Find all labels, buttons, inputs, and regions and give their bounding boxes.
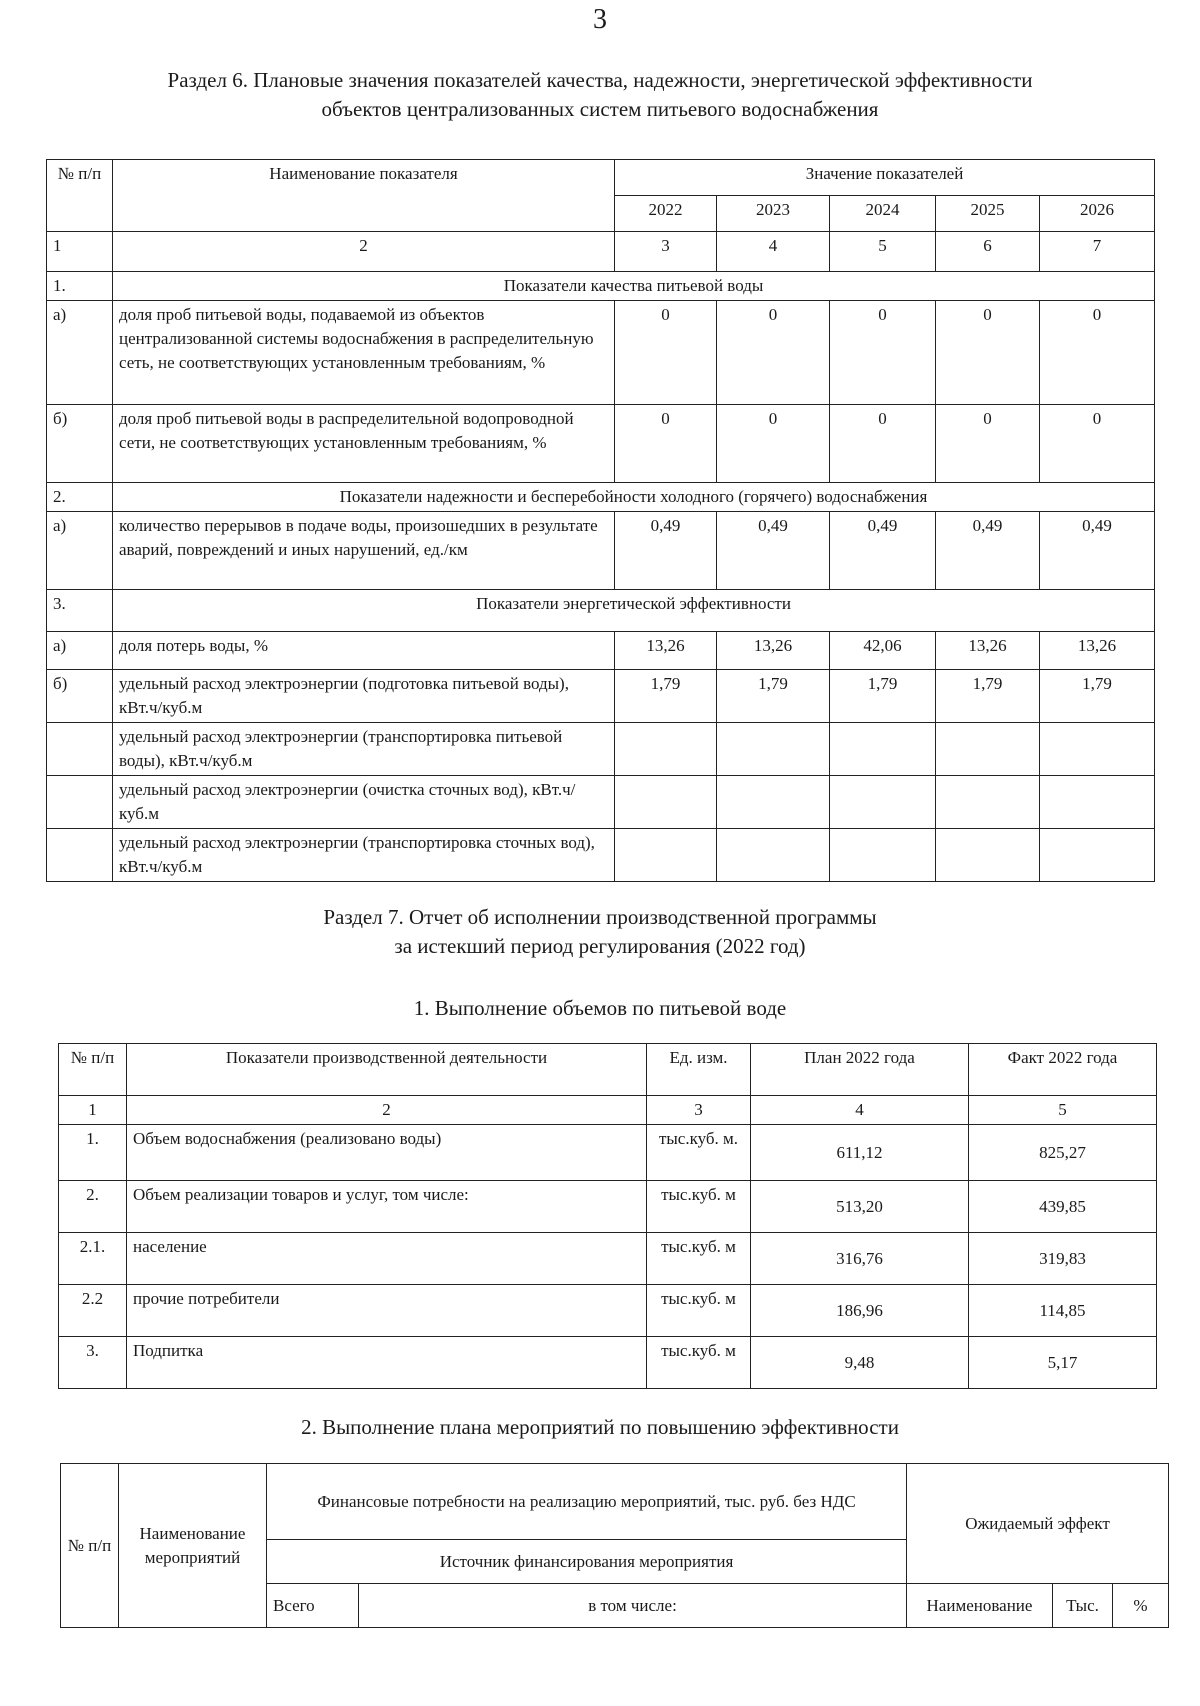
row-name: доля потерь воды, % — [113, 632, 615, 670]
row-fact: 319,83 — [969, 1233, 1157, 1285]
row-value: 0 — [615, 301, 717, 405]
row-value: 0 — [830, 405, 936, 483]
header-unit: Ед. изм. — [647, 1044, 751, 1096]
col-number: 2 — [113, 232, 615, 272]
row-plan: 513,20 — [751, 1181, 969, 1233]
row-name: население — [127, 1233, 647, 1285]
row-value — [830, 776, 936, 829]
header-values: Значение показателей — [615, 160, 1155, 196]
group-title: Показатели качества питьевой воды — [113, 272, 1155, 301]
row-value: 0 — [830, 301, 936, 405]
row-value — [717, 776, 830, 829]
row-value — [830, 723, 936, 776]
col-number: 1 — [59, 1096, 127, 1125]
row-value — [1040, 723, 1155, 776]
header-name: Показатели производственной деятельности — [127, 1044, 647, 1096]
header-effect-percent: % — [1113, 1584, 1169, 1628]
col-number: 2 — [127, 1096, 647, 1125]
row-plan: 9,48 — [751, 1337, 969, 1389]
row-name: удельный расход электроэнергии (подготовка питьевой воды), кВт.ч/куб.м — [113, 670, 615, 723]
group-title: Показатели надежности и бесперебойности холодного (горячего) водоснабжения — [113, 483, 1155, 512]
row-value — [615, 829, 717, 882]
row-value — [936, 723, 1040, 776]
row-value: 0,49 — [1040, 512, 1155, 590]
row-name: доля проб питьевой воды, подаваемой из объектов централизованной системы водоснабжения в распределительную сеть, не соответствующих установленным требованиям, % — [113, 301, 615, 405]
col-number: 5 — [969, 1096, 1157, 1125]
row-value: 0 — [1040, 301, 1155, 405]
section-6-title-line2: объектов централизованных систем питьевого водоснабжения — [321, 97, 879, 121]
row-name: удельный расход электроэнергии (очистка сточных вод), кВт.ч/куб.м — [113, 776, 615, 829]
header-effect-name: Наименование — [907, 1584, 1053, 1628]
row-value: 0,49 — [830, 512, 936, 590]
section-7-title-line2: за истекший период регулирования (2022 год) — [394, 934, 806, 958]
row-plan: 186,96 — [751, 1285, 969, 1337]
row-value: 1,79 — [830, 670, 936, 723]
efficiency-measures-table — [60, 1463, 1169, 1628]
row-value — [830, 829, 936, 882]
section-7-title — [0, 903, 1200, 961]
header-year: 2025 — [936, 196, 1040, 232]
header-effect-thousand: Тыс. — [1053, 1584, 1113, 1628]
row-unit: тыс.куб. м — [647, 1285, 751, 1337]
row-fact: 114,85 — [969, 1285, 1157, 1337]
row-num: а) — [47, 512, 113, 590]
group-num: 3. — [47, 590, 113, 632]
row-value: 0 — [717, 405, 830, 483]
row-num: 2. — [59, 1181, 127, 1233]
row-name: Объем водоснабжения (реализовано воды) — [127, 1125, 647, 1181]
col-number: 5 — [830, 232, 936, 272]
row-value — [1040, 776, 1155, 829]
row-value: 0 — [936, 405, 1040, 483]
header-effect: Ожидаемый эффект — [907, 1464, 1169, 1584]
row-num: а) — [47, 301, 113, 405]
page-number: 3 — [593, 4, 607, 35]
col-number: 6 — [936, 232, 1040, 272]
row-name: доля проб питьевой воды в распределительной водопроводной сети, не соответствующих установленным требованиям, % — [113, 405, 615, 483]
row-name: количество перерывов в подаче воды, произошедших в результате аварий, повреждений и иных нарушений, ед./км — [113, 512, 615, 590]
row-value: 1,79 — [717, 670, 830, 723]
row-value: 13,26 — [1040, 632, 1155, 670]
row-value — [717, 829, 830, 882]
row-unit: тыс.куб. м. — [647, 1125, 751, 1181]
row-value: 13,26 — [936, 632, 1040, 670]
section-6-title-line1: Раздел 6. Плановые значения показателей качества, надежности, энергетической эффективности — [167, 68, 1033, 92]
row-fact: 5,17 — [969, 1337, 1157, 1389]
header-fact: Факт 2022 года — [969, 1044, 1157, 1096]
row-num — [47, 776, 113, 829]
section-7-title-line1: Раздел 7. Отчет об исполнении производственной программы — [323, 905, 877, 929]
row-num: б) — [47, 405, 113, 483]
row-name: удельный расход электроэнергии (транспортировка сточных вод), кВт.ч/куб.м — [113, 829, 615, 882]
row-name: прочие потребители — [127, 1285, 647, 1337]
group-title: Показатели энергетической эффективности — [113, 590, 1155, 632]
row-plan: 611,12 — [751, 1125, 969, 1181]
header-name: Наименование показателя — [113, 160, 615, 232]
row-fact: 439,85 — [969, 1181, 1157, 1233]
production-volume-table — [58, 1043, 1157, 1389]
row-name: удельный расход электроэнергии (транспортировка питьевой воды), кВт.ч/куб.м — [113, 723, 615, 776]
header-year: 2023 — [717, 196, 830, 232]
section-6-table — [46, 159, 1155, 882]
row-value — [1040, 829, 1155, 882]
group-num: 2. — [47, 483, 113, 512]
row-value — [936, 776, 1040, 829]
row-value: 0,49 — [936, 512, 1040, 590]
row-plan: 316,76 — [751, 1233, 969, 1285]
col-number: 4 — [717, 232, 830, 272]
row-name: Подпитка — [127, 1337, 647, 1389]
row-value: 0,49 — [717, 512, 830, 590]
row-value: 0 — [717, 301, 830, 405]
header-num: № п/п — [61, 1464, 119, 1628]
header-finance: Финансовые потребности на реализацию мероприятий, тыс. руб. без НДС — [267, 1464, 907, 1540]
row-num — [47, 829, 113, 882]
row-value — [936, 829, 1040, 882]
row-value: 0 — [936, 301, 1040, 405]
row-value: 1,79 — [936, 670, 1040, 723]
row-value: 0,49 — [615, 512, 717, 590]
header-num: № п/п — [47, 160, 113, 232]
header-plan: План 2022 года — [751, 1044, 969, 1096]
group-num: 1. — [47, 272, 113, 301]
row-num: а) — [47, 632, 113, 670]
header-year: 2026 — [1040, 196, 1155, 232]
row-num: 2.2 — [59, 1285, 127, 1337]
row-value: 42,06 — [830, 632, 936, 670]
col-number: 1 — [47, 232, 113, 272]
section-6-title — [0, 66, 1200, 124]
row-value: 0 — [615, 405, 717, 483]
header-year: 2024 — [830, 196, 936, 232]
header-total: Всего — [267, 1584, 359, 1628]
col-number: 4 — [751, 1096, 969, 1125]
row-unit: тыс.куб. м — [647, 1337, 751, 1389]
section-7-subtitle-2: 2. Выполнение плана мероприятий по повышению эффективности — [301, 1415, 899, 1439]
row-value: 1,79 — [1040, 670, 1155, 723]
row-value — [615, 723, 717, 776]
col-number: 3 — [615, 232, 717, 272]
section-7-subtitle-1: 1. Выполнение объемов по питьевой воде — [413, 996, 787, 1020]
row-value — [615, 776, 717, 829]
row-num: 1. — [59, 1125, 127, 1181]
row-num: б) — [47, 670, 113, 723]
row-value: 1,79 — [615, 670, 717, 723]
row-value — [717, 723, 830, 776]
header-source: Источник финансирования мероприятия — [267, 1540, 907, 1584]
row-value: 13,26 — [615, 632, 717, 670]
header-name: Наименование мероприятий — [119, 1464, 267, 1628]
header-num: № п/п — [59, 1044, 127, 1096]
row-num — [47, 723, 113, 776]
col-number: 7 — [1040, 232, 1155, 272]
header-year: 2022 — [615, 196, 717, 232]
row-name: Объем реализации товаров и услуг, том числе: — [127, 1181, 647, 1233]
row-value: 0 — [1040, 405, 1155, 483]
row-value: 13,26 — [717, 632, 830, 670]
row-unit: тыс.куб. м — [647, 1233, 751, 1285]
col-number: 3 — [647, 1096, 751, 1125]
row-fact: 825,27 — [969, 1125, 1157, 1181]
header-including: в том числе: — [359, 1584, 907, 1628]
row-num: 2.1. — [59, 1233, 127, 1285]
row-unit: тыс.куб. м — [647, 1181, 751, 1233]
row-num: 3. — [59, 1337, 127, 1389]
